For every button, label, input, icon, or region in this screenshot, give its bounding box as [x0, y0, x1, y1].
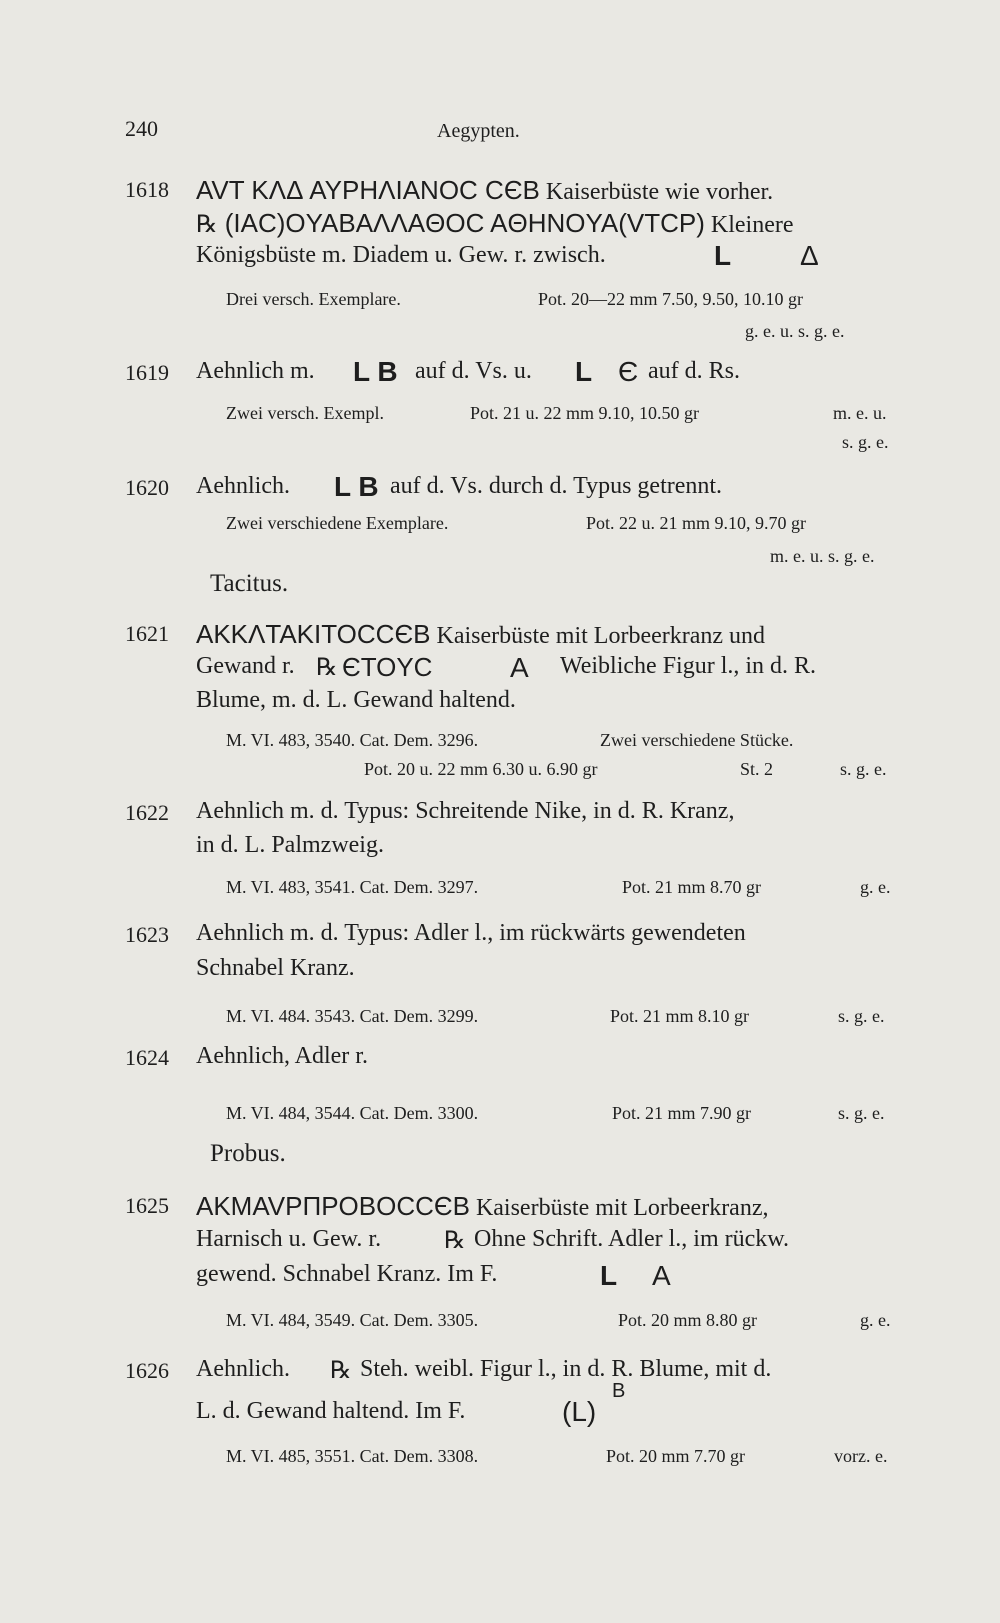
entry-line: [196, 1191, 768, 1222]
mark-letter: L: [714, 240, 732, 271]
reference-note: M. VI. 484, 3549. Cat. Dem. 3305.: [226, 1310, 479, 1330]
entry-number: 1626: [125, 1358, 169, 1383]
reference-note: M. VI. 484. 3543. Cat. Dem. 3299.: [226, 1006, 479, 1026]
reverse-symbol: ℞: [330, 1356, 352, 1384]
entry-text: Schnabel Kranz.: [196, 955, 355, 981]
entry-text: Weibliche Figur l., in d. R.: [560, 653, 817, 679]
condition-note: m. e. u.: [833, 403, 887, 423]
greek-legend: (IAC)OYABAΛΛAΘOC AΘHNOYA(VTCP): [217, 208, 705, 238]
reverse-symbol: ℞: [444, 1226, 466, 1254]
entry-text: Steh. weibl. Figur l., in d. R. Blume, mit d.: [360, 1356, 772, 1382]
entry-text: Gewand r.: [196, 653, 295, 679]
weight-note: Pot. 21 u. 22 mm 9.10, 10.50 gr: [470, 403, 700, 423]
entry-number: 1619: [125, 360, 169, 385]
entry-text: Aehnlich.: [196, 1356, 290, 1382]
mark-letter: Є: [618, 356, 639, 387]
running-head: Aegypten.: [437, 120, 520, 142]
entry-number: 1622: [125, 800, 169, 825]
reverse-symbol: ℞: [196, 210, 218, 238]
entry-number: 1623: [125, 922, 169, 947]
weight-note: Pot. 21 mm 7.90 gr: [612, 1103, 752, 1123]
greek-legend: AVT KΛΔ AYPHΛIANOC CЄB: [196, 175, 540, 205]
entry-text: in d. L. Palmzweig.: [196, 832, 384, 858]
entry-text: auf d. Vs. durch d. Typus getrennt.: [390, 473, 723, 499]
mark-letter: A: [652, 1260, 671, 1291]
mark-letter: L: [600, 1260, 618, 1291]
reference-note: M. VI. 483, 3540. Cat. Dem. 3296.: [226, 730, 479, 750]
specimen-note: Zwei verschiedene Stücke.: [600, 730, 794, 750]
mark-letter: Δ: [800, 240, 819, 271]
entry-text: Aehnlich m.: [196, 358, 315, 384]
entry-text: Kleinere: [704, 212, 794, 238]
entry-number: 1624: [125, 1045, 169, 1070]
greek-legend: AKMAVPΠPOBOCCЄB: [196, 1191, 470, 1221]
entry-number: 1620: [125, 475, 169, 500]
specimen-note: Drei versch. Exemplare.: [226, 289, 401, 309]
condition-note: s. g. e.: [838, 1103, 885, 1123]
condition-note: g. e. u. s. g. e.: [745, 321, 845, 341]
entry-text: Aehnlich.: [196, 473, 290, 499]
entry-text: Aehnlich m. d. Typus: Schreitende Nike, in d. R. Kranz,: [196, 798, 735, 824]
mark-letter: (L): [562, 1396, 597, 1427]
weight-note: Pot. 20—22 mm 7.50, 9.50, 10.10 gr: [538, 289, 804, 309]
specimen-note: Zwei versch. Exempl.: [226, 403, 384, 423]
entry-line: [196, 619, 765, 650]
condition-note: m. e. u. s. g. e.: [770, 546, 875, 566]
condition-note: g. e.: [860, 1310, 891, 1330]
reverse-symbol: ℞: [316, 653, 338, 681]
entry-text: auf d. Vs. u.: [415, 358, 532, 384]
entry-text: Kaiserbüste mit Lorbeerkranz,: [469, 1195, 769, 1221]
reference-note: M. VI. 484, 3544. Cat. Dem. 3300.: [226, 1103, 479, 1123]
section-heading: Probus.: [210, 1140, 286, 1167]
reference-note: M. VI. 483, 3541. Cat. Dem. 3297.: [226, 877, 479, 897]
greek-legend: ЄTOYC: [342, 652, 433, 682]
entry-line: [196, 208, 794, 239]
mark-letter: L: [575, 356, 593, 387]
entry-text: Königsbüste m. Diadem u. Gew. r. zwisch.: [196, 242, 606, 268]
mark-letter: L B: [334, 471, 379, 502]
reference-note: M. VI. 485, 3551. Cat. Dem. 3308.: [226, 1446, 479, 1466]
entry-text: Kaiserbüste mit Lorbeerkranz und: [430, 623, 766, 649]
mark-letter: L B: [353, 356, 398, 387]
entry-text: Ohne Schrift. Adler l., im rückw.: [474, 1226, 790, 1252]
entry-text: auf d. Rs.: [648, 358, 740, 384]
condition-note: g. e.: [860, 877, 891, 897]
entry-number: 1618: [125, 177, 169, 202]
weight-note: Pot. 21 mm 8.10 gr: [610, 1006, 750, 1026]
weight-note: Pot. 20 mm 8.80 gr: [618, 1310, 758, 1330]
entry-text: Aehnlich, Adler r.: [196, 1043, 368, 1069]
entry-number: 1621: [125, 621, 169, 646]
weight-note: Pot. 22 u. 21 mm 9.10, 9.70 gr: [586, 513, 807, 533]
condition-note: s. g. e.: [838, 1006, 885, 1026]
greek-legend: AKKΛTAKITOCCЄB: [196, 619, 431, 649]
specimen-note: Zwei verschiedene Exemplare.: [226, 513, 449, 533]
condition-note: s. g. e.: [842, 432, 889, 452]
condition-note: vorz. e.: [834, 1446, 888, 1466]
condition-note: s. g. e.: [840, 759, 887, 779]
entry-text: Aehnlich m. d. Typus: Adler l., im rückwärts gewendeten: [196, 920, 746, 946]
entry-number: 1625: [125, 1193, 169, 1218]
entry-text: gewend. Schnabel Kranz. Im F.: [196, 1261, 498, 1287]
page-number: 240: [125, 116, 158, 141]
weight-note: Pot. 20 u. 22 mm 6.30 u. 6.90 gr: [364, 759, 598, 779]
mark-superscript: B: [612, 1380, 626, 1402]
entry-text: Kaiserbüste wie vorher.: [539, 179, 774, 205]
section-heading: Tacitus.: [210, 570, 289, 597]
weight-note: Pot. 21 mm 8.70 gr: [622, 877, 762, 897]
entry-text: Blume, m. d. L. Gewand haltend.: [196, 687, 516, 713]
entry-line: [196, 242, 606, 269]
entry-text: Harnisch u. Gew. r.: [196, 1226, 382, 1252]
count-note: St. 2: [740, 759, 774, 779]
weight-note: Pot. 20 mm 7.70 gr: [606, 1446, 746, 1466]
entry-text: L. d. Gewand haltend. Im F.: [196, 1398, 466, 1424]
entry-line: [196, 175, 773, 206]
mark-letter: A: [510, 652, 529, 683]
